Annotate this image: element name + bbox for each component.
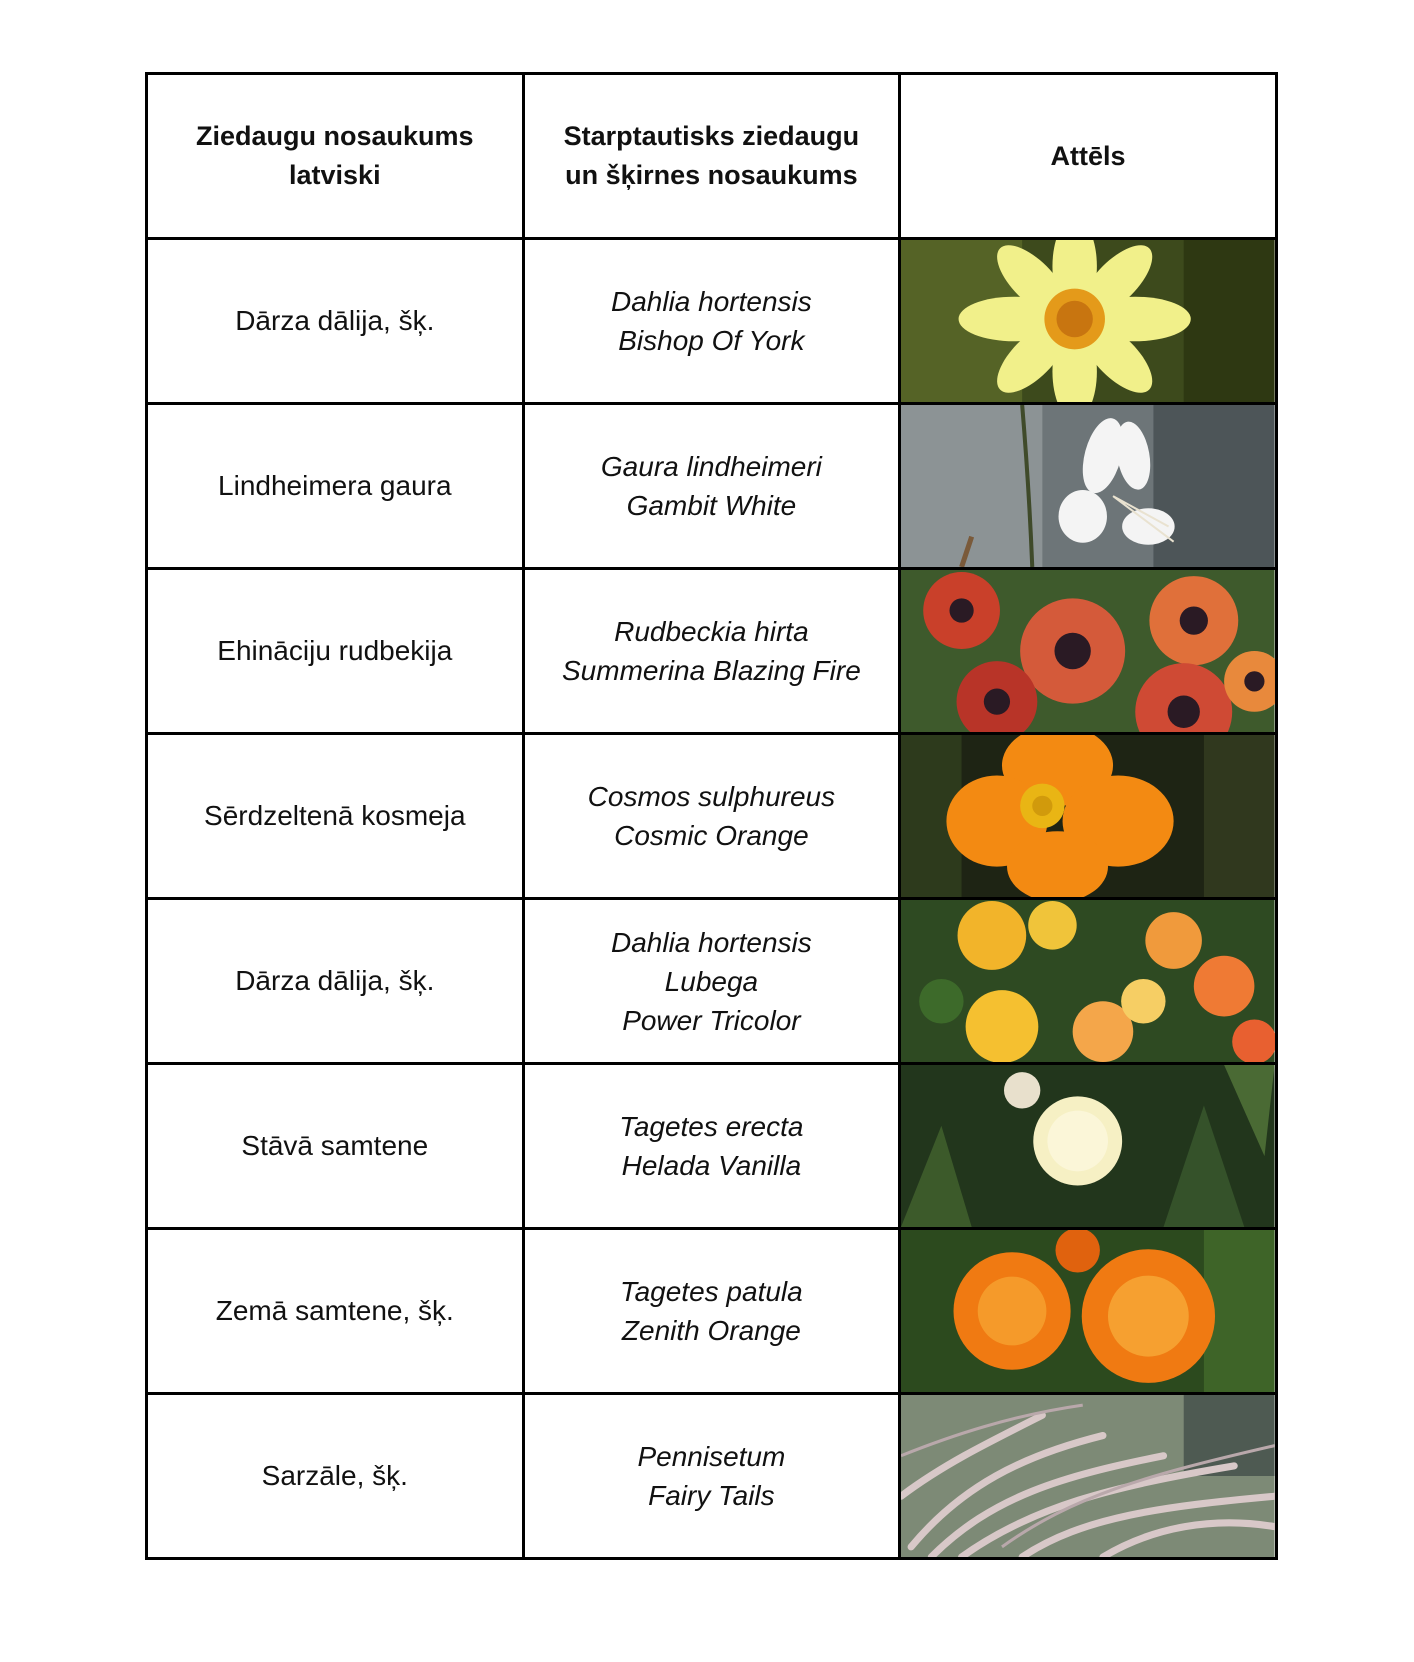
table-row	[147, 1064, 1277, 1229]
international-name: Pennisetum Fairy Tails	[523, 1394, 900, 1559]
header-international-name: Starptautisks ziedaugu un šķirnes nosaukums	[523, 74, 900, 239]
header-latvian-name: Ziedaugu nosaukums latviski	[147, 74, 524, 239]
international-name: Cosmos sulphureus Cosmic Orange	[523, 734, 900, 899]
international-name: Rudbeckia hirta Summerina Blazing Fire	[523, 569, 900, 734]
flower-photo-red-rudbeckia	[900, 569, 1277, 734]
latvian-name: Ehināciju rudbekija	[147, 569, 524, 734]
latvian-name: Lindheimera gaura	[147, 404, 524, 569]
table-row	[147, 899, 1277, 1064]
table-row	[147, 239, 1277, 404]
flower-photo-fountain-grass	[900, 1394, 1277, 1559]
table-row	[147, 1394, 1277, 1559]
international-name: Gaura lindheimeri Gambit White	[523, 404, 900, 569]
latvian-name: Dārza dālija, šķ.	[147, 899, 524, 1064]
international-name: Tagetes patula Zenith Orange	[523, 1229, 900, 1394]
latvian-name: Sērdzeltenā kosmeja	[147, 734, 524, 899]
flower-table	[145, 72, 1278, 1560]
flower-photo-vanilla-marigold	[900, 1064, 1277, 1229]
table-row	[147, 734, 1277, 899]
international-name: Tagetes erecta Helada Vanilla	[523, 1064, 900, 1229]
international-name: Dahlia hortensis Bishop Of York	[523, 239, 900, 404]
header-row	[147, 74, 1277, 239]
international-name: Dahlia hortensis Lubega Power Tricolor	[523, 899, 900, 1064]
table-row	[147, 1229, 1277, 1394]
flower-photo-orange-marigold	[900, 1229, 1277, 1394]
latvian-name: Zemā samtene, šķ.	[147, 1229, 524, 1394]
latvian-name: Dārza dālija, šķ.	[147, 239, 524, 404]
header-image: Attēls	[900, 74, 1277, 239]
table-row	[147, 569, 1277, 734]
table-row	[147, 404, 1277, 569]
flower-photo-tricolor-dahlia	[900, 899, 1277, 1064]
flower-photo-white-gaura	[900, 404, 1277, 569]
flower-photo-orange-cosmos	[900, 734, 1277, 899]
latvian-name: Stāvā samtene	[147, 1064, 524, 1229]
latvian-name: Sarzāle, šķ.	[147, 1394, 524, 1559]
flower-photo-yellow-dahlia	[900, 239, 1277, 404]
